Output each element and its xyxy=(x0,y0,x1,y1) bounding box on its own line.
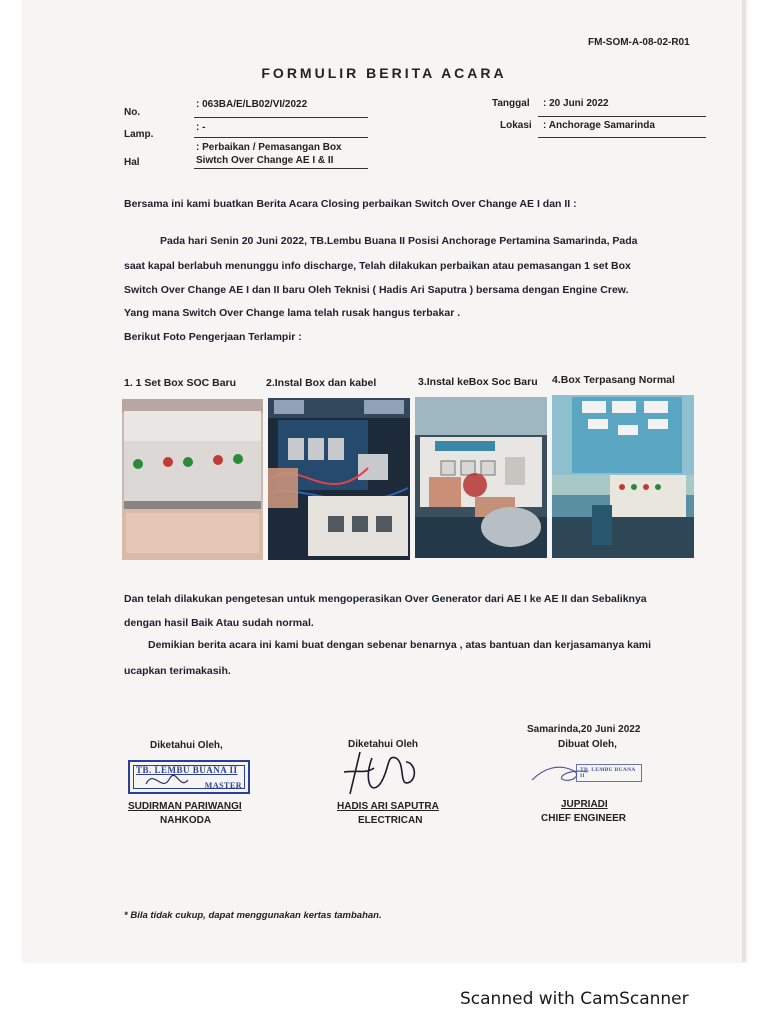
hal-underline xyxy=(194,168,368,169)
lokasi-value: : Anchorage Samarinda xyxy=(543,120,655,131)
para1-line2: saat kapal berlabuh menunggu info discharge, Telah dilakukan perbaikan atau pemasangan 1 set Box xyxy=(124,260,631,272)
hal-label: Hal xyxy=(124,157,140,168)
stamp-master: MASTER xyxy=(204,781,242,790)
photo-caption-3: 3.Instal keBox Soc Baru xyxy=(418,376,538,388)
lokasi-underline xyxy=(538,137,706,138)
sig-left-role: NAHKODA xyxy=(160,815,212,826)
tanggal-label: Tanggal xyxy=(492,98,530,109)
sig-right-name: JUPRIADI xyxy=(561,799,608,810)
lokasi-label: Lokasi xyxy=(500,120,532,131)
photo-4-box-installed-normal xyxy=(552,395,694,558)
lamp-label: Lamp. xyxy=(124,129,154,140)
stamp2-ship-name: TB. LEMBU BUANA II xyxy=(580,767,636,779)
opening-sentence: Bersama ini kami buatkan Berita Acara Closing perbaikan Switch Over Change AE I dan II : xyxy=(124,198,577,210)
para2-line1: Dan telah dilakukan pengetesan untuk mengoperasikan Over Generator dari AE I ke AE II dan Sebaliknya xyxy=(124,593,647,605)
sig-right-place-date: Samarinda,20 Juni 2022 xyxy=(527,724,641,735)
photo-caption-2: 2.Instal Box dan kabel xyxy=(266,377,377,389)
sig-right-role: CHIEF ENGINEER xyxy=(541,813,627,824)
form-title: FORMULIR BERITA ACARA xyxy=(261,65,507,81)
photo-caption-4: 4.Box Terpasang Normal xyxy=(552,374,675,386)
sig-middle-title: Diketahui Oleh xyxy=(348,739,419,750)
para2-line2: dengan hasil Baik Atau sudah normal. xyxy=(124,617,314,629)
form-code: FM-SOM-A-08-02-R01 xyxy=(588,37,690,48)
sig-middle-name: HADIS ARI SAPUTRA xyxy=(337,801,439,812)
lamp-value: : - xyxy=(196,122,206,133)
camscanner-watermark: Scanned with CamScanner xyxy=(460,989,689,1009)
sig-left-title: Diketahui Oleh, xyxy=(150,740,223,751)
tanggal-underline xyxy=(538,116,706,117)
footnote: * Bila tidak cukup, dapat menggunakan kertas tambahan. xyxy=(124,910,382,921)
hal-value-line1: : Perbaikan / Pemasangan Box xyxy=(196,142,342,153)
tanggal-value: : 20 Juni 2022 xyxy=(543,98,609,109)
no-underline xyxy=(194,117,368,118)
para3-line1: Demikian berita acara ini kami buat dengan sebenar benarnya , atas bantuan dan kerjasamanya kami xyxy=(148,639,652,651)
no-label: No. xyxy=(124,107,141,118)
photo-1-new-soc-box xyxy=(122,399,263,560)
sig-left-handwriting xyxy=(140,764,220,798)
photo-caption-1: 1. 1 Set Box SOC Baru xyxy=(124,377,237,389)
stamp-ship-name: TB. LEMBU BUANA II xyxy=(136,765,238,775)
para1-line5: Berikut Foto Pengerjaan Terlampir : xyxy=(124,331,302,343)
no-value: : 063BA/E/LB02/VI/2022 xyxy=(196,99,308,110)
para3-line2: ucapkan terimakasih. xyxy=(124,665,231,677)
sig-right-title: Dibuat Oleh, xyxy=(558,739,617,750)
sig-left-name: SUDIRMAN PARIWANGI xyxy=(128,801,242,812)
sig-right-handwriting xyxy=(528,760,608,790)
photo-3-install-new-soc-box xyxy=(415,397,547,558)
hal-value-line2: Siwtch Over Change AE I & II xyxy=(196,155,334,166)
para1-line4: Yang mana Switch Over Change lama telah rusak hangus terbakar . xyxy=(124,307,461,319)
para1-line1: Pada hari Senin 20 Juni 2022, TB.Lembu Buana II Posisi Anchorage Pertamina Samarinda, Pada xyxy=(160,235,638,247)
para1-line3: Switch Over Change AE I dan II baru Oleh Teknisi ( Hadis Ari Saputra ) bersama dengan Engine Crew. xyxy=(124,284,629,296)
sig-middle-role: ELECTRICAN xyxy=(358,815,423,826)
photo-2-box-and-cable-install xyxy=(268,398,410,560)
lamp-underline xyxy=(194,137,368,138)
sig-middle-handwriting xyxy=(340,748,420,800)
page-edge-shadow xyxy=(742,0,746,962)
